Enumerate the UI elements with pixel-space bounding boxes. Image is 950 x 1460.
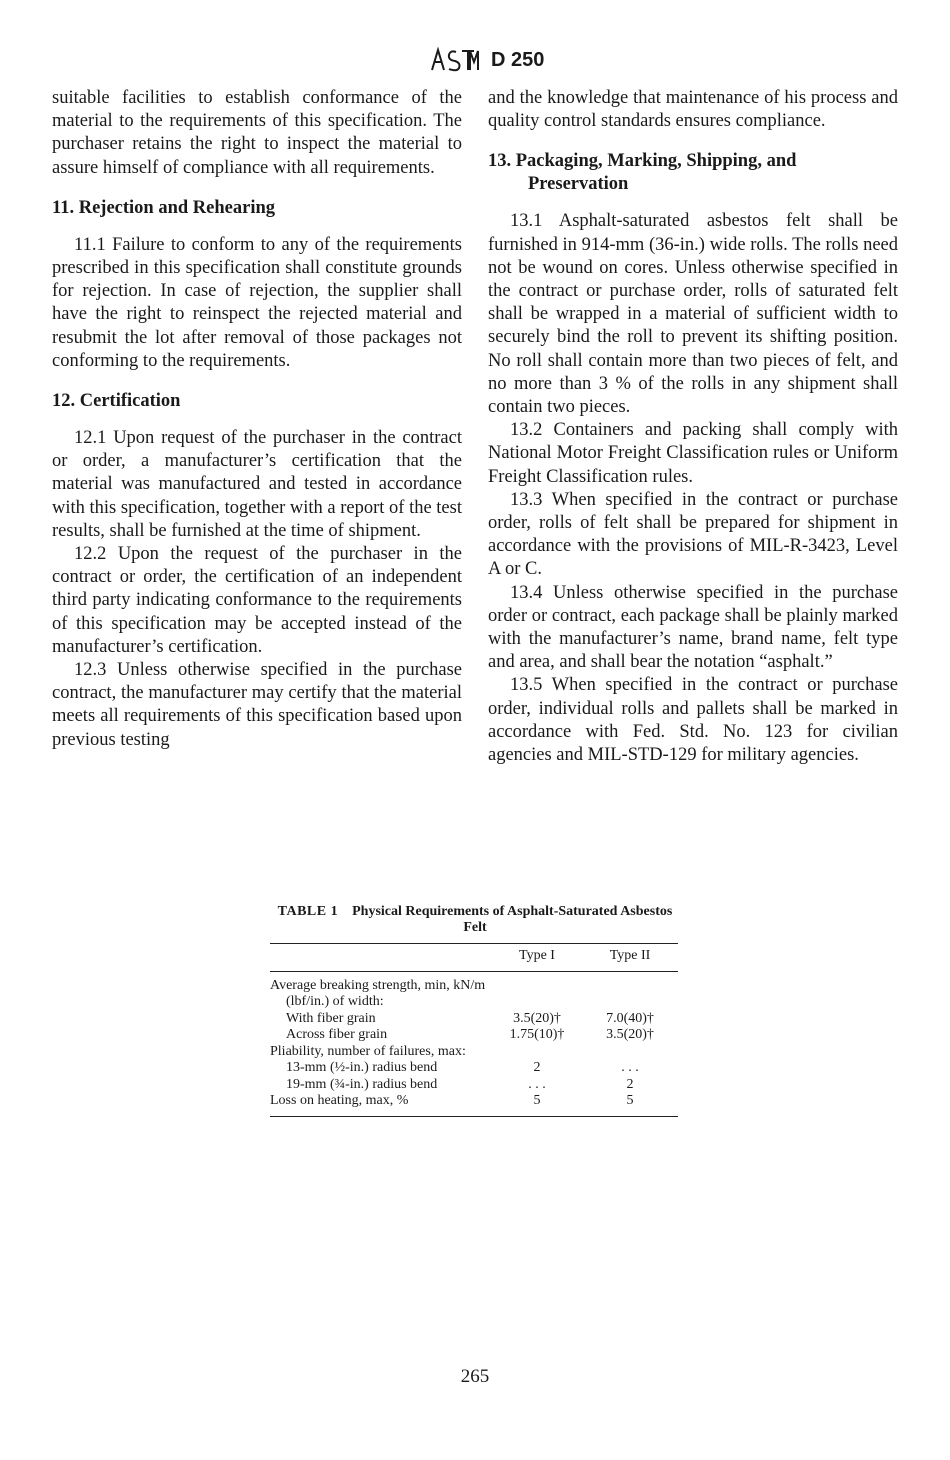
left-column — [52, 87, 462, 752]
requirements-table-block — [270, 904, 680, 1117]
section-heading-13: 13. Packaging, Marking, Shipping, and Preservation — [488, 151, 797, 195]
paragraph-12-1: 12.1 Upon request of the purchaser in the contract or order, a manufacturer’s certification that the material was manufactured and tested in accordance with this specification, together with a report of the test results, shall be furnished at the time of shipment. — [52, 428, 462, 541]
table-cell-type2: 2 — [626, 1076, 634, 1092]
document-designation: D 250 — [491, 49, 545, 71]
table-cell-type1: 1.75(10)† — [509, 1027, 565, 1042]
table-cell-label: With fiber grain — [286, 1010, 376, 1026]
table-cell-type1 — [492, 971, 582, 1011]
table-header-row — [270, 944, 678, 972]
table-cell-type2: 3.5(20)† — [606, 1027, 654, 1042]
table-label: TABLE 1 — [277, 904, 339, 919]
table-cell-label: 19-mm (¾-in.) radius bend — [286, 1076, 438, 1092]
table-cell-type2 — [582, 1044, 678, 1061]
paragraph-11-1: 11.1 Failure to conform to any of the requirements prescribed in this specification shall constitute grounds for rejection. In case of rejection, the supplier shall have the right to reinspect the rejected material and resubmit the lot after removal of those packages not conforming to the requirements. — [52, 234, 462, 371]
table-row — [270, 1027, 678, 1044]
paragraph-13-1: 13.1 Asphalt-saturated asbestos felt shall be furnished in 914-mm (36-in.) wide rolls. The rolls need not be wound on cores. Unless otherwise specified in the contract or purchase order, rolls of saturated felt shall be wrapped in a material of sufficient width to securely bind the roll to prevent its shifting position. No roll shall contain more than two pieces of felt, and no more than 3 % of the rolls in any shipment shall contain two pieces. — [488, 211, 898, 418]
table-cell-type1 — [492, 1044, 582, 1061]
astm-logo-icon — [428, 46, 488, 74]
table-row — [270, 1077, 678, 1094]
section-heading-12: 12. Certification — [52, 391, 181, 412]
table-cell-type2: . . . — [621, 1060, 639, 1075]
requirements-table — [270, 943, 678, 1117]
page-header — [0, 40, 950, 80]
paragraph-continued: suitable facilities to establish conformance of the material to the requirements of this specification. The purchaser retains the right to inspect the material to assure himself of compliance with all requirements. — [52, 88, 462, 178]
table-cell-label: Across fiber grain — [286, 1027, 388, 1042]
table-row — [270, 1060, 678, 1077]
paragraph-13-5: 13.5 When specified in the contract or purchase order, individual rolls and pallets shall be marked in accordance with Fed. Std. No. 123 for civilian agencies and MIL-STD-129 for military agencies. — [488, 675, 898, 766]
table-row — [270, 1011, 678, 1028]
table-cell-type2: 5 — [626, 1093, 634, 1108]
page-number: 265 — [460, 1366, 490, 1387]
table-cell-type2 — [582, 971, 678, 1011]
table-cell-label: 13-mm (½-in.) radius bend — [286, 1060, 438, 1075]
table-cell-type2: 7.0(40)† — [606, 1010, 654, 1026]
table-cell-label: Loss on heating, max, % — [270, 1093, 409, 1108]
paragraph-12-2: 12.2 Upon the request of the purchaser in the contract or order, the certification of an independent third party indicating conformance to the requirements of this specification may be accepted instead of the manufacturer’s certification. — [52, 544, 462, 657]
table-header-type1: Type I — [492, 944, 582, 972]
table-caption — [270, 904, 680, 936]
section-heading-11: 11. Rejection and Rehearing — [52, 197, 276, 218]
table-row — [270, 1044, 678, 1061]
paragraph-13-4: 13.4 Unless otherwise specified in the purchase order or contract, each package shall be plainly marked with the manufacturer’s name, brand name, felt type and area, and shall bear the notation “asphalt.” — [488, 582, 898, 673]
paragraph-13-3: 13.3 When specified in the contract or purchase order, rolls of felt shall be prepared for shipment in accordance with the provisions of MIL-R-3423, Level A or C. — [488, 489, 898, 580]
table-cell-type1: 2 — [533, 1060, 541, 1075]
table-cell-label: Pliability, number of failures, max: — [270, 1043, 466, 1059]
table-header-blank — [270, 944, 492, 972]
paragraph-13-2: 13.2 Containers and packing shall comply with National Motor Freight Classification rules or Uniform Freight Classification rules. — [488, 420, 898, 487]
table-header-type2: Type II — [582, 944, 678, 972]
right-column — [488, 87, 898, 767]
table-title: Physical Requirements of Asphalt-Saturated Asbestos Felt — [352, 904, 673, 935]
table-row — [270, 1093, 678, 1116]
table-body — [270, 971, 678, 1116]
table-cell-label: Average breaking strength, min, kN/m (lbf/in.) of width: — [270, 977, 486, 1009]
paragraph-continued-right: and the knowledge that maintenance of his process and quality control standards ensures compliance. — [488, 88, 898, 132]
paragraph-12-3: 12.3 Unless otherwise specified in the purchase contract, the manufacturer may certify that the material meets all requirements of this specification based upon previous testing — [52, 660, 462, 750]
table-row — [270, 971, 678, 1011]
table-cell-type1: . . . — [528, 1076, 546, 1092]
table-cell-type1: 5 — [533, 1093, 541, 1108]
table-cell-type1: 3.5(20)† — [513, 1010, 561, 1026]
